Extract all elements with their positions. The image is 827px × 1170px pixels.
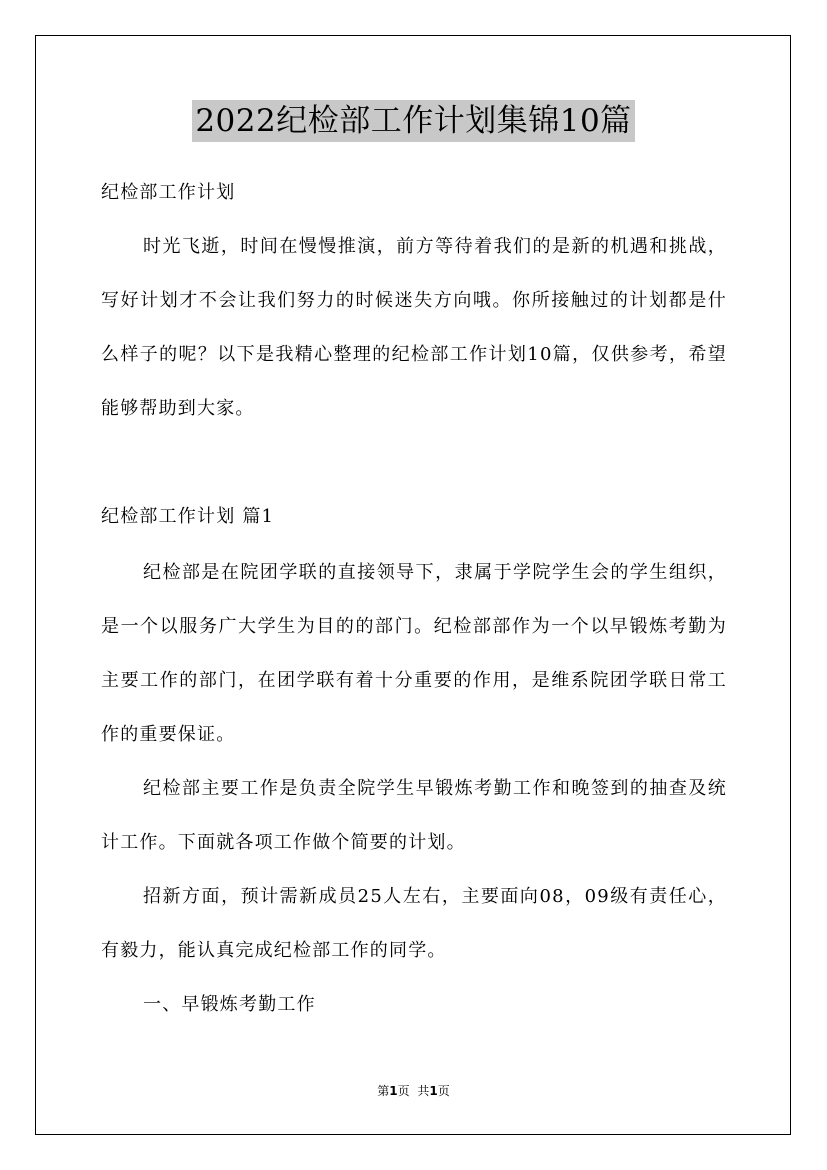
document-title: 2022纪检部工作计划集锦10篇 bbox=[192, 100, 634, 142]
body-paragraph-1: 纪检部是在院团学联的直接领导下，隶属于学院学生会的学生组织，是一个以服务广大学生为目的的部门。纪检部部作为一个以早锻炼考勤为主要工作的部门，在团学联有着十分重要的作用，是维系院团学联日常工作的重要保证。 bbox=[101, 562, 727, 745]
body-paragraph-2: 纪检部主要工作是负责全院学生早锻炼考勤工作和晚签到的抽查及统计工作。下面就各项工作做个简要的计划。 bbox=[101, 778, 727, 853]
intro-heading: 纪检部工作计划 bbox=[101, 182, 236, 203]
section-heading: 纪检部工作计划 篇1 bbox=[101, 506, 275, 527]
total-prefix: 共 bbox=[417, 1084, 430, 1098]
page-suffix: 页 bbox=[397, 1084, 410, 1098]
page-footer bbox=[0, 1083, 827, 1099]
subsection-heading: 一、早锻炼考勤工作 bbox=[143, 994, 316, 1015]
total-number: 1 bbox=[429, 1084, 438, 1098]
intro-paragraph: 时光飞逝，时间在慢慢推演，前方等待着我们的是新的机遇和挑战，写好计划才不会让我们努力的时候迷失方向哦。你所接触过的计划都是什么样子的呢？以下是我精心整理的纪检部工作计划10篇，仅供参考，希望能够帮助到大家。 bbox=[101, 236, 727, 419]
total-suffix: 页 bbox=[437, 1084, 450, 1098]
page-number: 1 bbox=[389, 1084, 398, 1098]
title-container bbox=[0, 100, 827, 142]
body-paragraph-3: 招新方面，预计需新成员25人左右，主要面向08，09级有责任心，有毅力，能认真完成纪检部工作的同学。 bbox=[101, 886, 727, 961]
page-prefix: 第 bbox=[377, 1084, 390, 1098]
